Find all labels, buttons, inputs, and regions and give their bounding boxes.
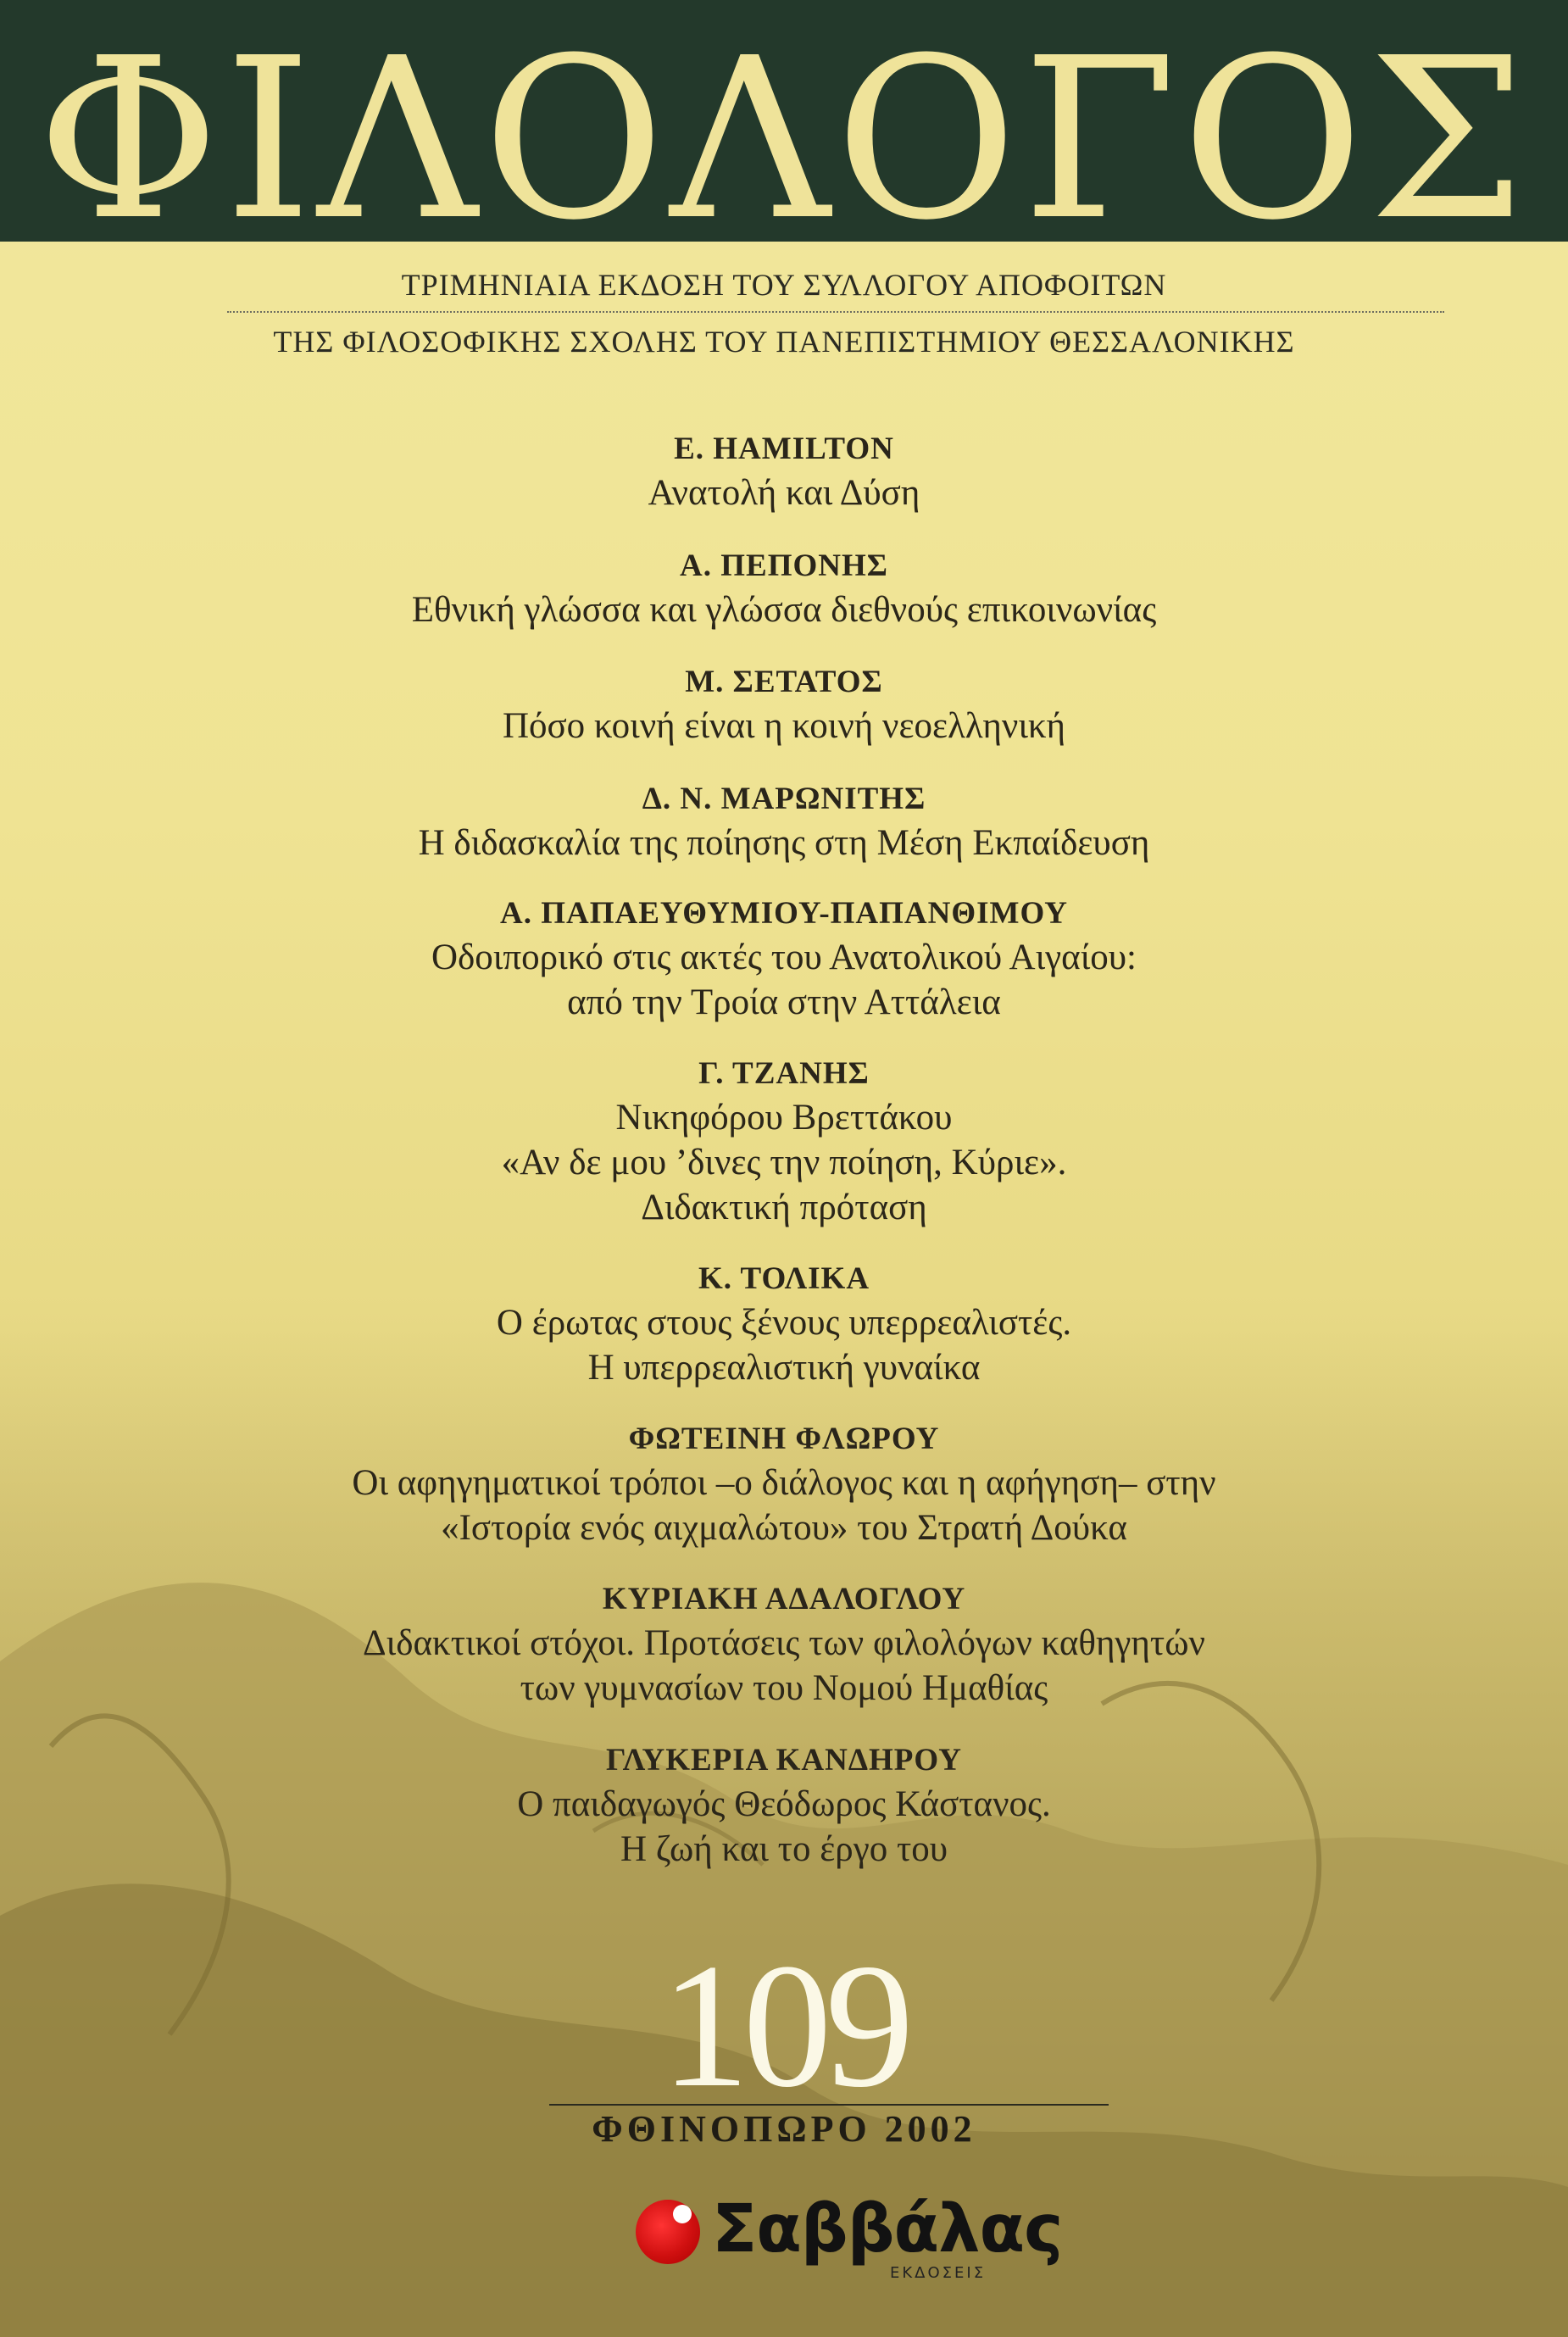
issue-season: ΦΘΙΝΟΠΩΡΟ 2002	[592, 2108, 976, 2150]
toc-entry	[0, 1258, 1568, 1390]
publisher-logo	[636, 2191, 1063, 2284]
toc-article-title: Πόσο κοινή είναι η κοινή νεοελληνική	[502, 706, 1066, 746]
issue-number: 109	[660, 1928, 908, 2124]
toc-entry	[0, 1739, 1568, 1872]
toc-article-title: Ο έρωτας στους ξένους υπερρεαλιστές.	[496, 1303, 1072, 1343]
journal-subtitle-line-1: ΤΡΙΜΗΝΙΑΙΑ ΕΚΔΟΣΗ ΤΟΥ ΣΥΛΛΟΓΟΥ ΑΠΟΦΟΙΤΩΝ	[401, 268, 1167, 302]
toc-article-title: Η ζωή και το έργο του	[620, 1829, 948, 1869]
toc-article-title: Εθνική γλώσσα και γλώσσα διεθνούς επικοινωνίας	[411, 590, 1157, 630]
toc-entry	[0, 1418, 1568, 1550]
toc-author: Ε. HAMILTON	[674, 431, 894, 466]
toc-article-title: Οι αφηγηματικοί τρόποι –ο διάλογος και η αφήγηση– στην	[352, 1463, 1216, 1503]
toc-article-title: Διδακτική πρόταση	[641, 1188, 927, 1227]
toc-author: ΓΛΥΚΕΡΙΑ ΚΑΝΔΗΡΟΥ	[606, 1743, 962, 1778]
journal-subtitle-line-2: ΤΗΣ ΦΙΛΟΣΟΦΙΚΗΣ ΣΧΟΛΗΣ ΤΟΥ ΠΑΝΕΠΙΣΤΗΜΙΟΥ ΘΕΣΣΑΛΟΝΙΚΗΣ	[273, 325, 1295, 359]
publisher-subline: ΕΚΔΟΣΕΙΣ	[890, 2264, 987, 2282]
toc-article-title: Οδοιπορικό στις ακτές του Ανατολικού Αιγαίου:	[431, 938, 1137, 977]
toc-author: Μ. ΣΕΤΑΤΟΣ	[685, 665, 883, 699]
toc-author: Κ. ΤΟΛΙΚΑ	[698, 1261, 870, 1296]
toc-author: Γ. ΤΖΑΝΗΣ	[698, 1056, 870, 1091]
toc-article-title: Διδακτικοί στόχοι. Προτάσεις των φιλολόγων καθηγητών	[363, 1623, 1205, 1663]
toc-author: Δ. Ν. ΜΑΡΩΝΙΤΗΣ	[642, 782, 926, 816]
toc-author: Α. ΠΕΠΟΝΗΣ	[680, 548, 888, 583]
toc-article-title: Ανατολή και Δύση	[648, 473, 920, 513]
toc-article-title: Νικηφόρου Βρεττάκου	[615, 1098, 953, 1138]
toc-author: ΚΥΡΙΑΚΗ ΑΔΑΛΟΓΛΟΥ	[602, 1582, 966, 1616]
logo-highlight	[673, 2205, 692, 2223]
toc-author: Α. ΠΑΠΑΕΥΘΥΜΙΟΥ-ΠΑΠΑΝΘΙΜΟΥ	[499, 896, 1068, 931]
toc-article-title: Η διδασκαλία της ποίησης στη Μέση Εκπαίδευση	[418, 823, 1150, 863]
toc-article-title: «Αν δε μου ’δινες την ποίηση, Κύριε».	[501, 1143, 1067, 1182]
toc-entry	[0, 893, 1568, 1025]
toc-entry	[0, 1053, 1568, 1230]
publisher-name: Σαββάλας	[712, 2191, 1063, 2267]
toc-article-title: των γυμνασίων του Νομού Ημαθίας	[520, 1668, 1048, 1708]
toc-entry	[0, 428, 1568, 515]
toc-author: ΦΩΤΕΙΝΗ ΦΛΩΡΟΥ	[628, 1422, 940, 1456]
toc-article-title: από την Τροία στην Αττάλεια	[567, 982, 1001, 1022]
toc-entry	[0, 778, 1568, 865]
subtitle-divider	[227, 311, 1444, 313]
toc-article-title: Η υπερρεαλιστική γυναίκα	[587, 1348, 981, 1388]
toc-article-title: Ο παιδαγωγός Θεόδωρος Κάστανος.	[517, 1784, 1051, 1824]
toc-entry	[0, 661, 1568, 748]
toc-entry	[0, 545, 1568, 632]
toc-entry	[0, 1578, 1568, 1711]
journal-title: ΦΙΛΟΛΟΓΟΣ	[36, 10, 1532, 269]
toc-article-title: «Ιστορία ενός αιχμαλώτου» του Στρατή Δούκα	[441, 1508, 1127, 1548]
